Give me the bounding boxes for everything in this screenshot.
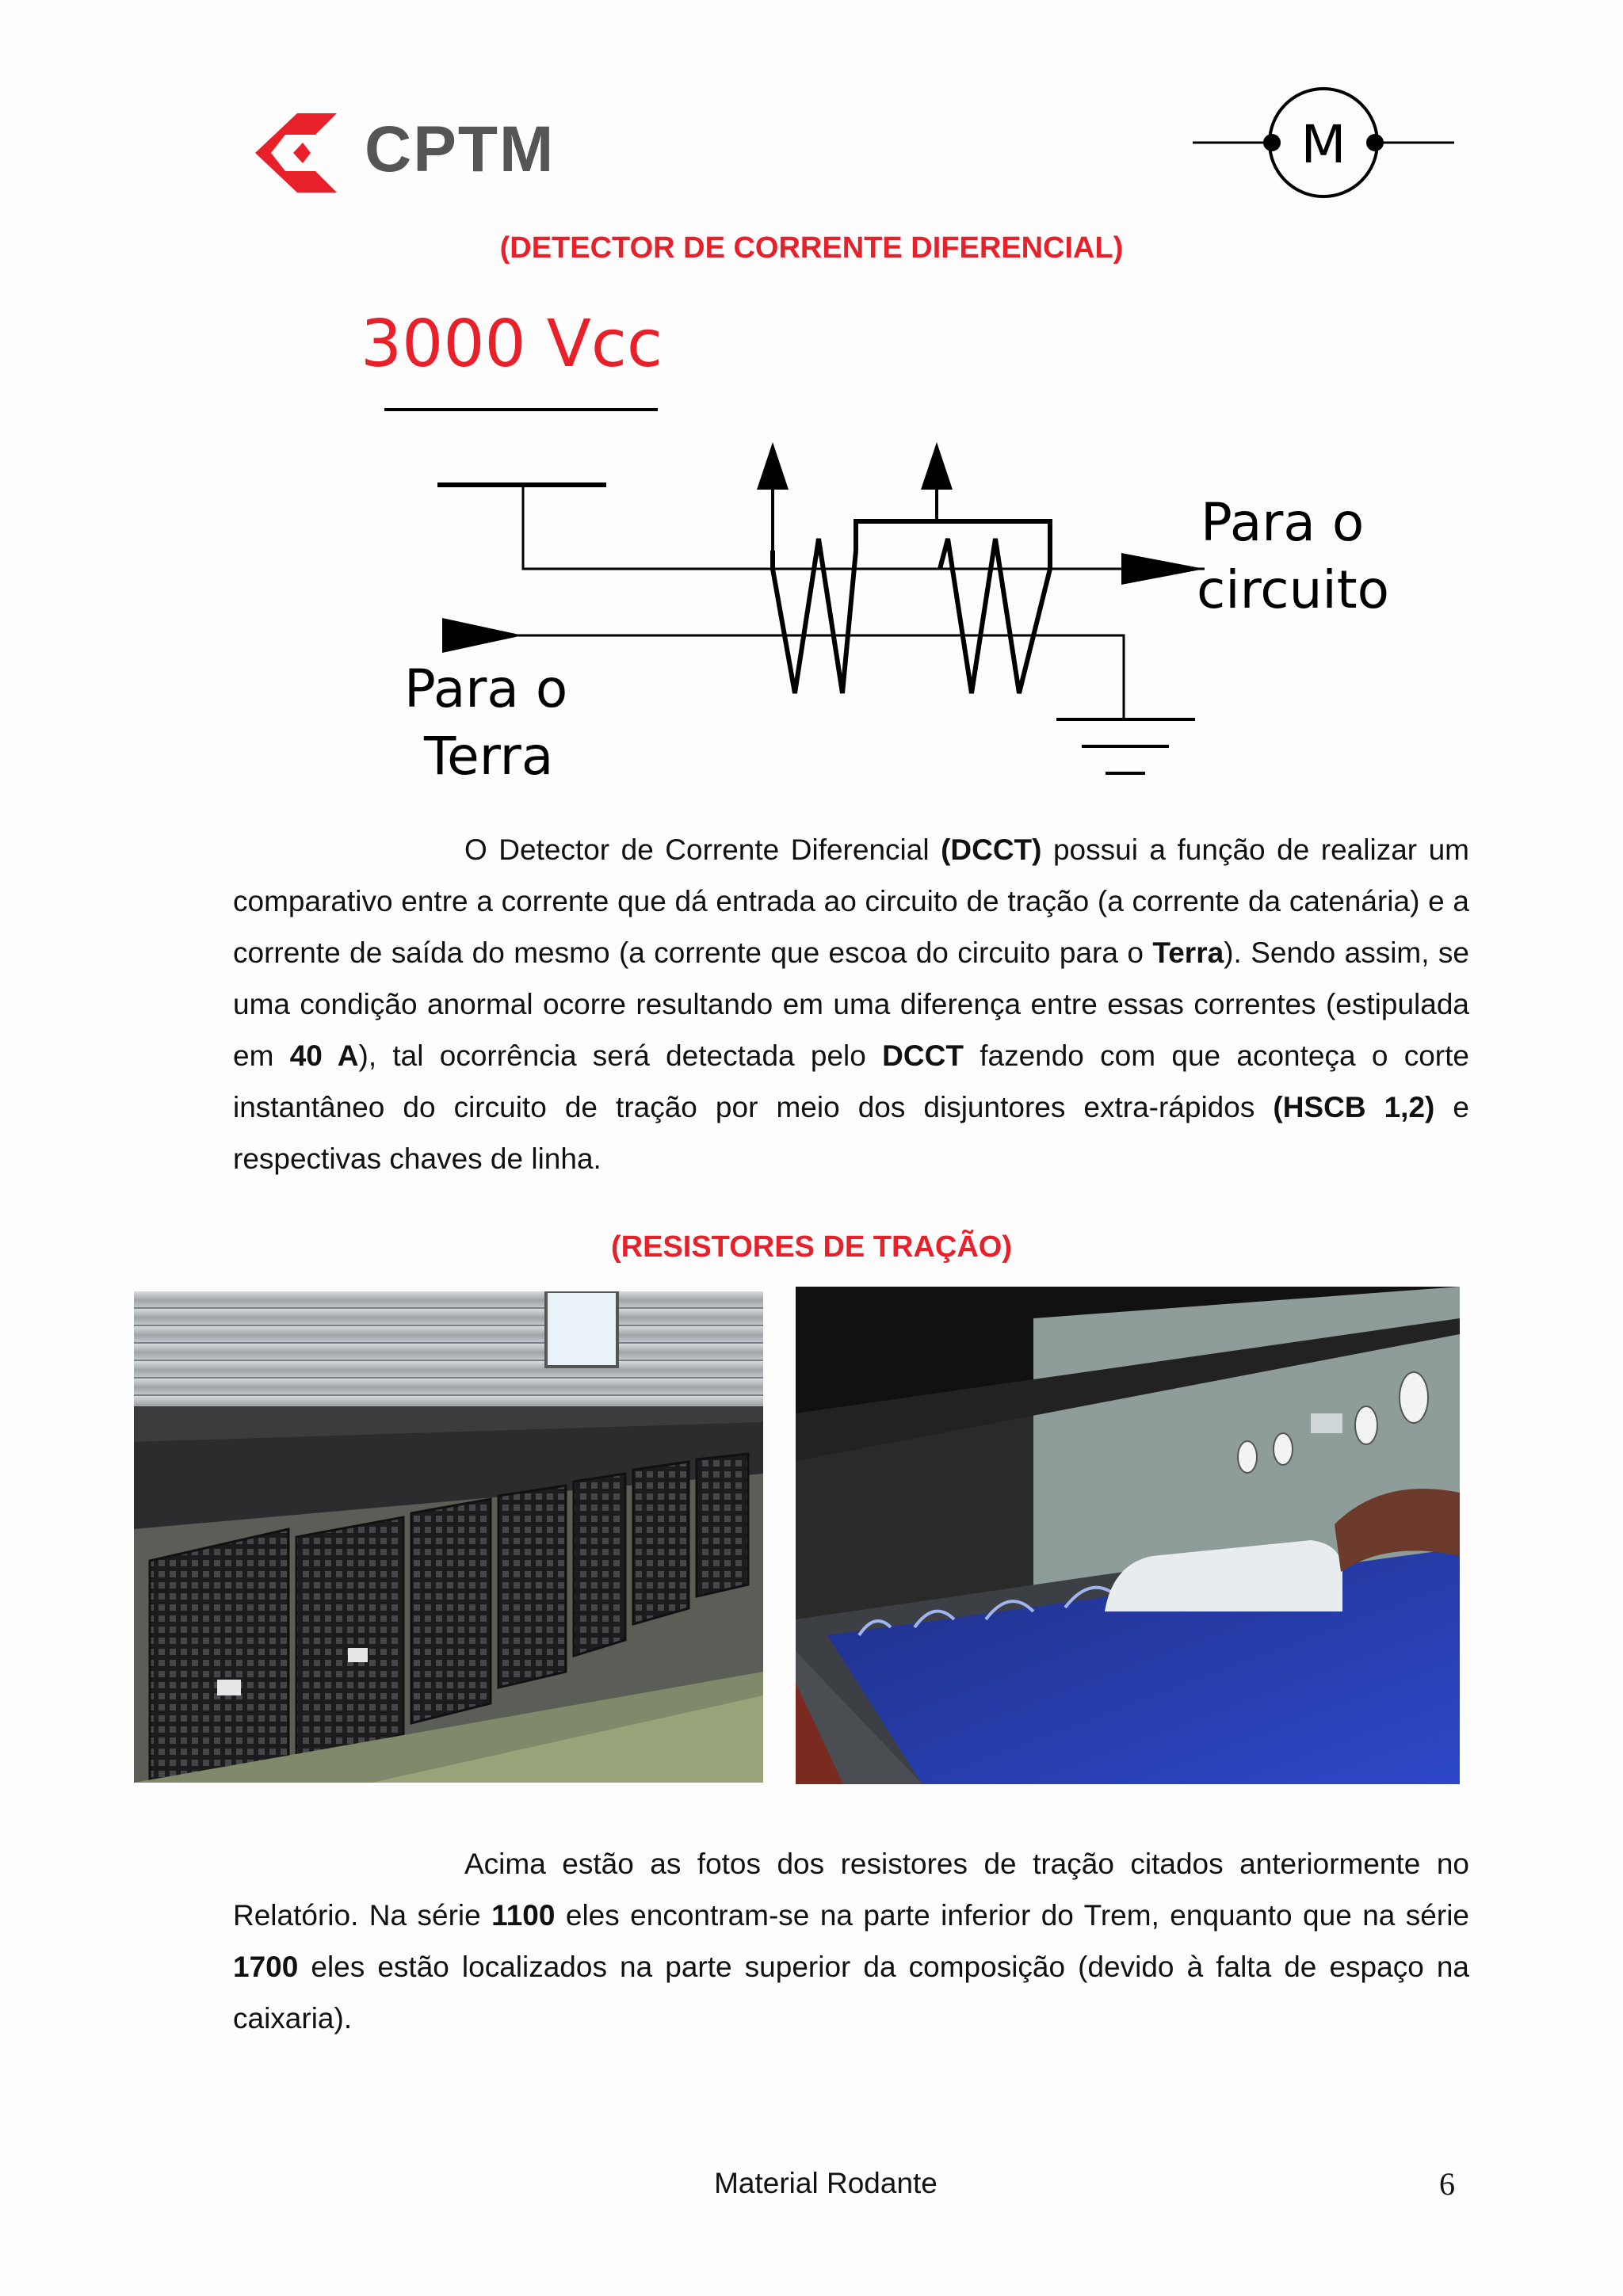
text-run: fazendo com que aconteça o corte instantâneo do circuito de tração por meio dos disjuntores extra-rápidos bbox=[233, 1039, 1469, 1123]
to-ground-label-line1: Para o bbox=[404, 658, 568, 719]
resistors-photo-1700-series bbox=[796, 1287, 1460, 1784]
resistors-description bbox=[233, 1838, 1469, 2044]
paragraph-text bbox=[233, 824, 1469, 1184]
to-ground-label-line2: Terra bbox=[424, 726, 554, 787]
footer-title: Material Rodante bbox=[714, 2167, 938, 2199]
resistors-photo-1100-series bbox=[134, 1291, 763, 1783]
bold-text: Terra bbox=[1152, 936, 1224, 969]
text-run: e respectivas chaves de linha. bbox=[233, 1091, 1470, 1175]
voltage-label: 3000 Vcc bbox=[361, 307, 663, 382]
cptm-logo-mark bbox=[254, 109, 357, 196]
to-circuit-label-line1: Para o bbox=[1201, 492, 1365, 553]
text-run: eles encontram-se na parte inferior do Trem, enquanto que na série bbox=[555, 1899, 1470, 1932]
section-title-resistors: (RESISTORES DE TRAÇÃO) bbox=[610, 1230, 1012, 1264]
bold-text: (HSCB 1,2) bbox=[1273, 1091, 1435, 1123]
text-run: possui a função de realizar um comparativo entre a corrente que dá entrada ao circuito de tração (a corrente da catenária) e a corrente de saída do mesmo (a corrente que escoa do circuito para o bbox=[233, 833, 1470, 969]
bold-text: 40 A bbox=[289, 1039, 359, 1072]
text-run: O Detector de Corrente Diferencial bbox=[464, 833, 941, 866]
bold-text: DCCT bbox=[882, 1039, 964, 1072]
text-run: Acima estão as fotos dos resistores de tração citados anteriormente no Relatório. Na série bbox=[233, 1848, 1469, 1932]
dcct-diagram bbox=[349, 301, 1395, 792]
bold-text: 1100 bbox=[491, 1899, 556, 1932]
to-circuit-label-line2: circuito bbox=[1197, 559, 1390, 620]
text-run: eles estão localizados na parte superior da composição (devido à falta de espaço na caixaria). bbox=[233, 1951, 1469, 2035]
text-run: ), tal ocorrência será detectada pelo bbox=[358, 1039, 883, 1072]
paragraph-text bbox=[233, 1838, 1469, 2044]
motor-label: M bbox=[1300, 114, 1346, 175]
text-run: ). Sendo assim, se uma condição anormal ocorre resultando em uma diferença entre essas correntes (estipulada em bbox=[233, 936, 1470, 1072]
logo-text: CPTM bbox=[365, 113, 556, 185]
page-number: 6 bbox=[1439, 2166, 1455, 2202]
section-title-dcct: (DETECTOR DE CORRENTE DIFERENCIAL) bbox=[499, 231, 1124, 265]
bold-text: 1700 bbox=[233, 1951, 299, 1983]
dcct-description bbox=[233, 824, 1469, 1184]
motor-symbol-icon bbox=[1189, 83, 1458, 202]
cptm-logo bbox=[254, 109, 556, 196]
bold-text: (DCCT) bbox=[941, 833, 1042, 866]
